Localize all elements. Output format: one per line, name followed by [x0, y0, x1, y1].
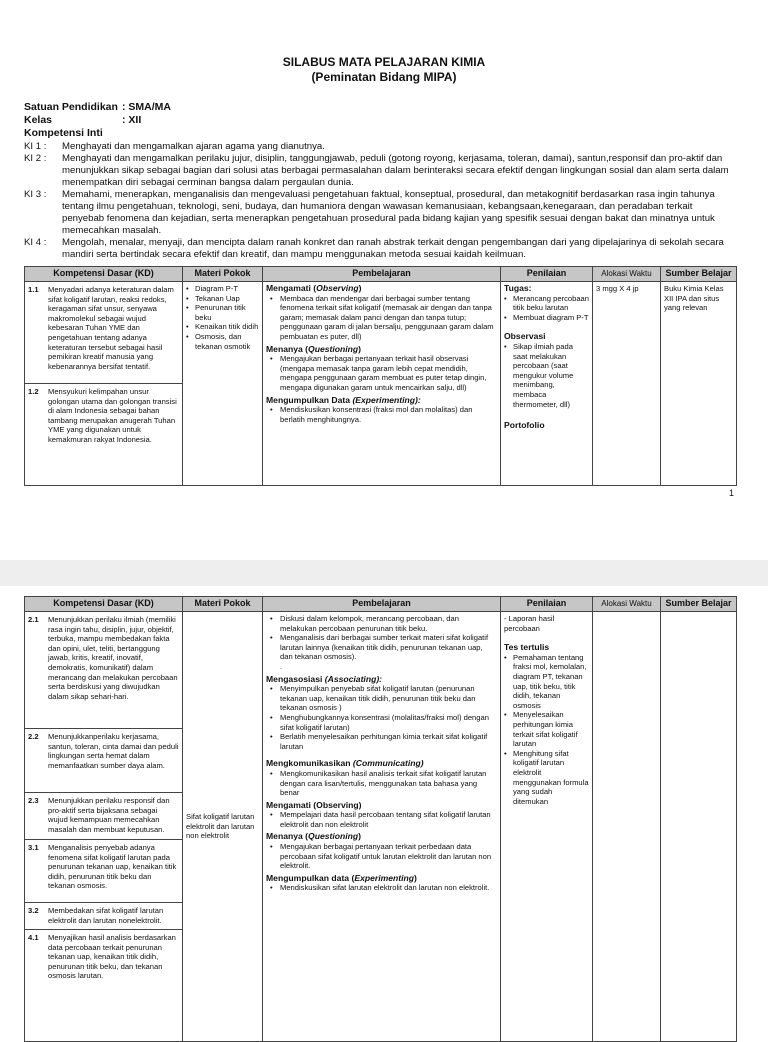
ki-text: Menghayati dan mengamalkan perilaku jujur, disiplin, tanggungjawab, peduli (gotong royong, kerjasama, toleran, damai), santun,responsif dan pro-aktif dan menunjukkan sikap sebagai bagian dari solusi atas berbagai permasalahan dalam berinteraksi secara efektif dengan lingkungan sosial dan alam serta dalam menempatkan diri sebagai cerminan bangsa dalam pergaulan dunia. — [62, 153, 729, 188]
penilaian-item: • Menyelesaikan perhitungan kimia terkait sifat koligatif larutan — [504, 710, 589, 748]
kd-number: 1.2 — [28, 387, 39, 396]
page-number: 1 — [728, 488, 734, 498]
pemb-heading: Menanya (Questioning) — [266, 831, 362, 842]
pemb-item: • Mempelajari data hasil percobaan tentang sifat koligatif larutan elektrolit dan non elektrolit — [266, 810, 497, 829]
document-title: SILABUS MATA PELAJARAN KIMIA — [282, 55, 486, 69]
ki-item — [24, 237, 736, 261]
kd-number: 1.1 — [28, 285, 39, 294]
penilaian-item: • Merancang percobaan titik beku larutan — [504, 294, 589, 313]
kd-item — [25, 282, 182, 384]
kd-item — [25, 729, 182, 793]
pemb-item: • Berlatih menyelesaikan perhitungan kimia terkait sifat koligatif larutan — [266, 732, 497, 751]
pemb-item: • Mengajukan berbagai pertanyaan terkait hasil observasi (mengapa memasak tanpa garam lebih cepat mendidih, mengapa penggunaan garam membuat es puter tetap dingin, mengapa digunakan garam untuk mencairkan salju, dll) — [266, 354, 497, 392]
materi-item: • Diagram P-T — [186, 284, 259, 294]
pemb-dot: . — [280, 661, 283, 671]
header-alokasi: Alokasi Waktu — [593, 267, 661, 282]
ki-item — [24, 189, 736, 237]
kd-cell — [25, 612, 183, 1042]
ki-code: KI 2 : — [24, 153, 47, 164]
pemb-item: • Menghubungkannya konsentrasi (molalitas/fraksi mol) dengan sifat koligatif larutan) — [266, 713, 497, 732]
kd-text: Menunjukkan perilaku responsif dan pro-aktif serta bijaksana sebagai wujud kemampuan memecahkan masalah dan membuat keputusan. — [48, 796, 170, 834]
table-row — [25, 612, 737, 1042]
header-materi: Materi Pokok — [183, 597, 263, 612]
sumber-cell — [661, 612, 737, 1042]
ki-list — [24, 141, 736, 261]
document-page-2 — [0, 586, 768, 1024]
kd-item — [25, 793, 182, 840]
header-sumber: Sumber Belajar — [661, 597, 737, 612]
document-subtitle: (Peminatan Bidang MIPA) — [311, 70, 457, 84]
pembelajaran-cell — [263, 612, 501, 1042]
pemb-heading: Mengamati (Observing) — [266, 283, 362, 293]
materi-cell: Sifat koligatif larutan elektrolit dan larutan non elektrolit — [183, 612, 263, 1042]
kd-text: Membedakan sifat koligatif larutan elektrolit dan larutan nonelektrolit. — [48, 906, 164, 925]
kd-number: 2.1 — [28, 615, 39, 624]
ki-code: KI 1 : — [24, 141, 47, 152]
kd-item — [25, 930, 182, 984]
kd-item — [25, 840, 182, 903]
header-kd: Kompetensi Dasar (KD) — [25, 597, 183, 612]
satuan-label: Satuan Pendidikan — [24, 101, 118, 113]
kd-number: 3.1 — [28, 843, 39, 852]
kelas-label: Kelas — [24, 114, 53, 126]
materi-cell — [183, 282, 263, 486]
penilaian-tugas: Tugas: — [504, 283, 532, 293]
header-sumber: Sumber Belajar — [661, 267, 737, 282]
pemb-heading: Menanya (Questioning) — [266, 343, 362, 354]
ki-text: Mengolah, menalar, menyaji, dan mencipta dalam ranah konkret dan ranah abstrak terkait dengan pengembangan dari yang dipelajarinya di sekolah secara mandiri serta bertindak secara efektif dan kreatif, dan mampu menggunakan metoda sesuai kaidah keilmuan. — [62, 237, 724, 260]
materi-item: • Penurunan titik beku — [186, 303, 259, 322]
header-penilaian: Penilaian — [501, 267, 593, 282]
pembelajaran-cell — [263, 282, 501, 486]
kd-item — [25, 384, 182, 448]
pemb-item: • Mengajukan berbagai pertanyaan terkait perbedaan data percobaan sifat koligatif untuk larutan elektrolit dan larutan non elektrolit. — [266, 842, 497, 871]
pemb-item: • Mengkomunikasikan hasil analisis terkait sifat koligatif larutan dengan cara lisan/tertulis, menggunakan tata bahasa yang benar — [266, 769, 497, 798]
kd-number: 2.3 — [28, 796, 39, 805]
page-separator — [0, 560, 768, 586]
header-pembelajaran: Pembelajaran — [263, 267, 501, 282]
ki-item — [24, 153, 736, 189]
kd-cell — [25, 282, 183, 486]
penilaian-item: • Sikap ilmiah pada saat melakukan percobaan (saat mengukur volume menimbang, membaca thermometer, dll) — [504, 342, 589, 409]
ki-code: KI 3 : — [24, 189, 47, 200]
pemb-item: • Menyimpulkan penyebab sifat koligatif larutan (penurunan tekanan uap, kenaikan titik didih, penurunan titik beku dan tekanan osmosis ) — [266, 684, 497, 713]
kd-text: Menyadari adanya keteraturan dalam sifat koligatif larutan, reaksi redoks, keragaman sifat unsur, senyawa makromolekul sebagai wujud kebesaran Tuhan YME dan pengetahuan tentang adanya keteraturan tersebut sebagai hasil pemikiran kreatif manusia yang kebenarannya bersifat tentatif. — [48, 285, 174, 371]
pemb-heading: Mengumpulkan data (Experimenting) — [266, 872, 417, 883]
header-penilaian: Penilaian — [501, 597, 593, 612]
penilaian-portofolio: Portofolio — [504, 420, 545, 431]
syllabus-table-1 — [24, 266, 737, 486]
penilaian-item: • Menghitung sifat koligatif larutan elektrolit menggunakan formula yang sudah ditemukan — [504, 749, 589, 807]
pemb-item: • Menganalisis dari berbagai sumber terkait materi sifat koligatif larutan lainnya (kenaikan titik didih, penurunan tekanan uap, dan tekanan osmosis). — [266, 633, 497, 662]
satuan-value: : SMA/MA — [122, 101, 171, 113]
alokasi-cell: 3 mgg X 4 jp — [593, 282, 661, 486]
ki-item — [24, 141, 736, 153]
penilaian-tes: Tes tertulis — [504, 642, 550, 653]
penilaian-observasi: Observasi — [504, 331, 546, 342]
kd-number: 4.1 — [28, 933, 39, 942]
pemb-item: • Mendiskusikan sifat larutan elektrolit dan larutan non elektrolit. — [266, 883, 497, 893]
satuan-row — [24, 101, 171, 113]
penilaian-laporan: - Laporan hasil percobaan — [504, 614, 555, 633]
header-kd: Kompetensi Dasar (KD) — [25, 267, 183, 282]
kd-text: Mensyukuri kelimpahan unsur golongan utama dan golongan transisi di alam Indonesia sebagai bahan tambang merupakan anugerah Tuhan YME yang digunakan untuk kemakmuran rakyat Indonesia. — [48, 387, 177, 444]
header-materi: Materi Pokok — [183, 267, 263, 282]
ki-text: Menghayati dan mengamalkan ajaran agama yang dianutnya. — [62, 141, 325, 152]
kelas-value: : XII — [122, 114, 142, 126]
table-row — [25, 282, 737, 486]
kd-text: Menunjukkan perilaku ilmiah (memiliki rasa ingin tahu, disiplin, jujur, objektif, terbuka, mampu membedakan fakta dan opini, ulet, teliti, bertanggung jawab, kritis, kreatif, inovatif, demokratis, komunikatif) dalam merancang dan melakukan percobaan serta berdiskusi yang diwujudkan dalam sikap sehari-hari. — [48, 615, 178, 701]
kd-text: Menyajikan hasil analisis berdasarkan data percobaan terkait penurunan tekanan uap, kenaikan titik didih, penurunan titik beku, dan tekanan osmosis larutan. — [48, 933, 176, 981]
pemb-item: • Membaca dan mendengar dari berbagai sumber tentang fenomena terkait sifat koligatif (memasak air dengan dan tanpa garam; memasak dalam panci dengan dan tanpa tutup; penggunaan garam di jalan bersalju, penggunaan garam dalam pembuatan es puter, dll) — [266, 294, 497, 342]
kelas-row — [24, 114, 141, 126]
alokasi-cell — [593, 612, 661, 1042]
pemb-item: • Diskusi dalam kelompok, merancang percobaan, dan melakukan percobaan penurunan titik beku. — [266, 614, 497, 633]
materi-item: • Kenaikan titik didih — [186, 322, 259, 332]
ki-text: Memahami, menerapkan, menganalisis dan mengevaluasi pengetahuan faktual, konseptual, prosedural, dan metakognitif berdasarkan rasa ingin tahunya tentang ilmu pengetahuan, teknologi, seni, budaya, dan humaniora dengan wawasan kemanusiaan, kebangsaan,kenegaraan, dan peradaban terkait penyebab fenomena dan kejadian, serta menerapkan pengetahuan prosedural pada bidang kajian yang spesifik sesuai dengan bakat dan minatnya untuk memecahkan masalah. — [62, 189, 715, 236]
materi-item: • Osmosis, dan tekanan osmotik — [186, 332, 259, 351]
penilaian-cell — [501, 282, 593, 486]
table-header-row — [25, 597, 737, 612]
penilaian-item: • Membuat diagram P-T — [504, 313, 589, 323]
pemb-heading: Mengamati (Observing) — [266, 799, 362, 810]
kd-text: Menunjukkanperilaku kerjasama, santun, toleran, cinta damai dan peduli lingkungan serta hemat dalam memanfaatkan sumber daya alam. — [48, 732, 179, 770]
kd-number: 3.2 — [28, 906, 39, 915]
kd-item — [25, 612, 182, 729]
pemb-heading: Mengumpulkan Data (Experimenting): — [266, 394, 421, 405]
ki-code: KI 4 : — [24, 237, 47, 248]
sumber-cell: Buku Kimia Kelas XII IPA dan situs yang relevan — [661, 282, 737, 486]
pemb-item: • Mendiskusikan konsentrasi (fraksi mol dan molalitas) dan berlatih menghitungnya. — [266, 405, 497, 424]
penilaian-item: • Pemahaman tentang fraksi mol, kemolalan, diagram PT, tekanan uap, titik beku, titik didih, tekanan osmosis — [504, 653, 589, 711]
materi-item: • Tekanan Uap — [186, 294, 259, 304]
pemb-heading: Mengasosiasi (Associating): — [266, 673, 383, 684]
ki-heading: Kompetensi Inti — [24, 127, 103, 139]
header-pembelajaran: Pembelajaran — [263, 597, 501, 612]
pemb-heading: Mengkomunikasikan (Communicating) — [266, 758, 424, 769]
kd-number: 2.2 — [28, 732, 39, 741]
table-header-row — [25, 267, 737, 282]
kd-item — [25, 903, 182, 930]
penilaian-cell — [501, 612, 593, 1042]
kd-text: Menganalisis penyebab adanya fenomena sifat koligatif larutan pada penurunan tekanan uap, kenaikan titik didih, penurunan titik beku dan tekanan osmosis. — [48, 843, 177, 891]
syllabus-table-2 — [24, 596, 737, 1042]
header-alokasi: Alokasi Waktu — [593, 597, 661, 612]
